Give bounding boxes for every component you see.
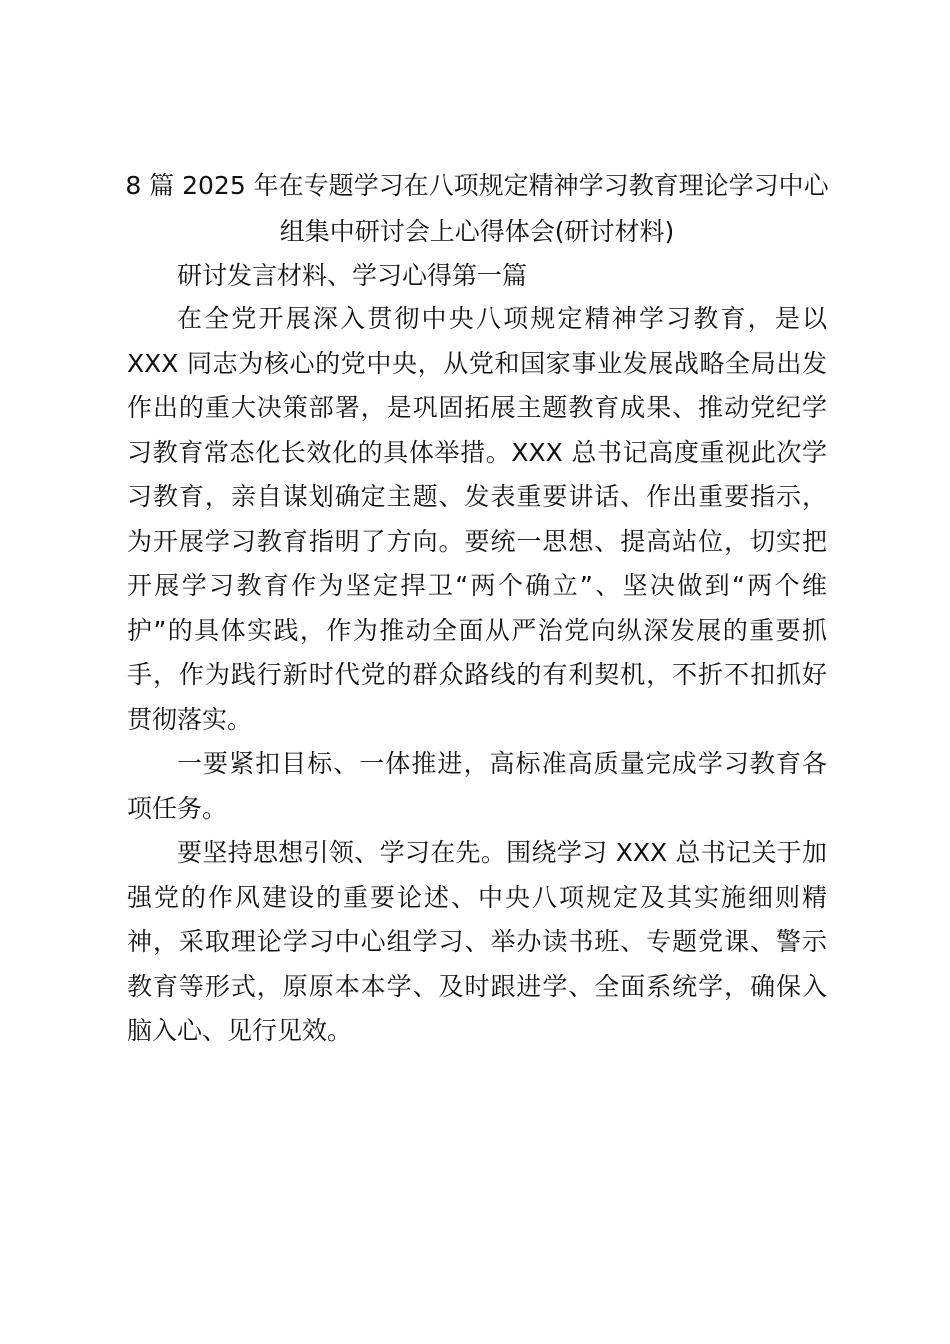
paragraph-2: [127, 742, 827, 831]
paragraph-1-line: 贯彻落实。: [127, 704, 253, 734]
document-title: [127, 163, 827, 255]
title-line-1: 8 篇 2025 年在专题学习在八项规定精神学习教育理论学习中心: [125, 171, 829, 200]
paragraph-3-line: 强党的作风建设的重要论述、中央八项规定及其实施细则精: [127, 882, 827, 912]
paragraph-1: [127, 297, 827, 742]
section-heading: 研讨发言材料、学习心得第一篇: [177, 261, 528, 290]
document-body: [127, 163, 827, 1054]
paragraph-1-line: XXX 同志为核心的党中央，从党和国家事业发展战略全局出发: [127, 348, 827, 378]
paragraph-1-line: 作出的重大决策部署，是巩固拓展主题教育成果、推动党纪学: [127, 393, 827, 422]
paragraph-1-line: 习教育，亲自谋划确定主题、发表重要讲话、作出重要指示，: [127, 482, 827, 511]
paragraph-3: [127, 831, 827, 1054]
paragraph-1-line: 为开展学习教育指明了方向。要统一思想、提高站位，切实把: [127, 526, 827, 556]
paragraph-1-line: 手，作为践行新时代党的群众路线的有利契机，不折不扣抓好: [127, 660, 827, 689]
paragraph-1-line: 在全党开展深入贯彻中央八项规定精神学习教育，是以: [177, 304, 827, 333]
paragraph-3-line: 要坚持思想引领、学习在先。围绕学习 XXX 总书记关于加: [177, 838, 827, 867]
paragraph-3-line: 教育等形式，原原本本学、及时跟进学、全面系统学，确保入: [127, 971, 827, 1001]
paragraph-3-line: 神，采取理论学习中心组学习、举办读书班、专题党课、警示: [127, 927, 827, 956]
paragraph-2-line: 项任务。: [127, 793, 228, 823]
paragraph-2-line: 一要紧扣目标、一体推进，高标准高质量完成学习教育各: [177, 749, 827, 778]
paragraph-1-line: 开展学习教育作为坚定捍卫“两个确立”、坚决做到“两个维: [127, 571, 827, 600]
paragraph-1-line: 护”的具体实践，作为推动全面从严治党向纵深发展的重要抓: [127, 615, 827, 645]
paragraph-1-line: 习教育常态化长效化的具体举措。XXX 总书记高度重视此次学: [127, 437, 827, 467]
title-line-2: 组集中研讨会上心得体会(研讨材料): [279, 217, 675, 246]
paragraph-3-line: 脑入心、见行见效。: [127, 1016, 353, 1045]
